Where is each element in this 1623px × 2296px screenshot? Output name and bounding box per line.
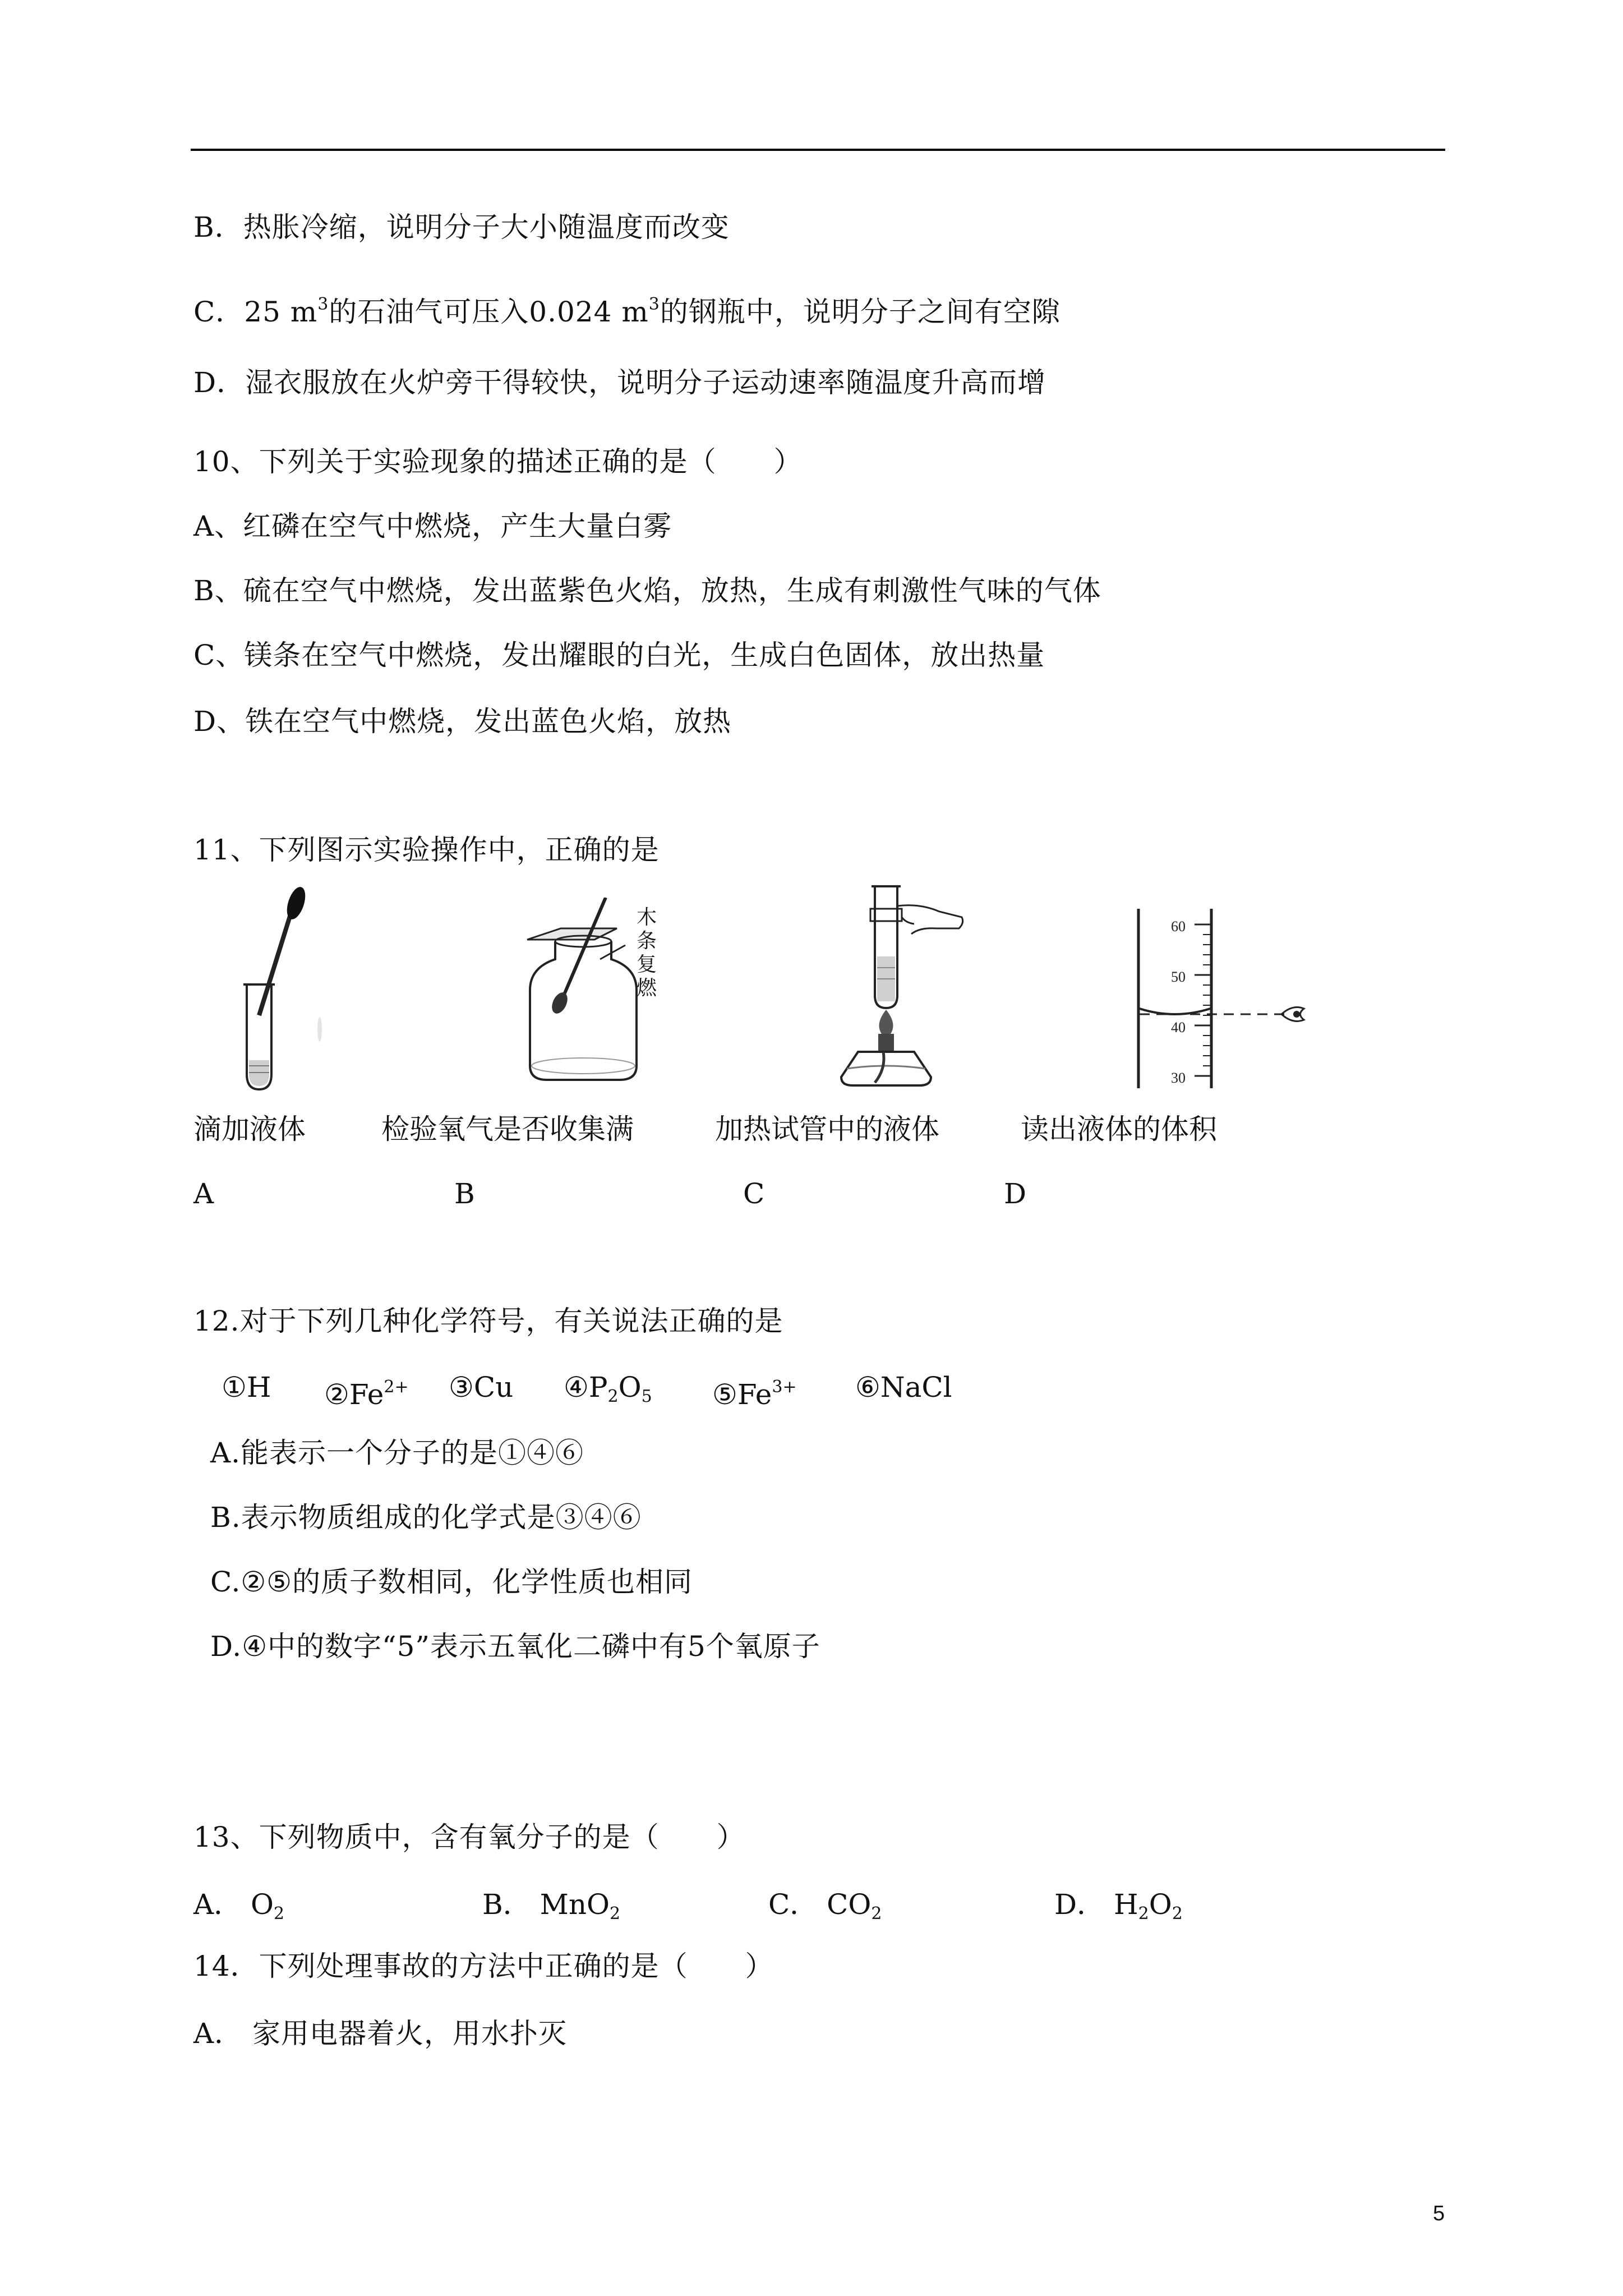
q12-symbol-4: $④P_2O_5$	[564, 1371, 652, 1406]
q12-option-b: B.表示物质组成的化学式是③④⑥	[210, 1501, 642, 1534]
q12-stem: 12.对于下列几种化学符号，有关说法正确的是	[193, 1305, 783, 1337]
q12-option-d: D.④中的数字“5”表示五氧化二磷中有5个氧原子	[210, 1630, 820, 1663]
q13-option-b: B． MnO$_2$	[482, 1888, 621, 1924]
figure-d-letter: D	[1004, 1177, 1027, 1210]
q12-symbol-5: $⑤Fe^{3+}$	[712, 1377, 797, 1411]
q13-option-d: D． $H_2O_2$	[1054, 1888, 1183, 1924]
q12-option-a: A.能表示一个分子的是①④⑥	[210, 1437, 584, 1469]
q12-symbol-1: ①H	[222, 1371, 271, 1404]
q12-symbol-3: ③Cu	[449, 1371, 514, 1404]
q14-stem: 14．下列处理事故的方法中正确的是（ ）	[193, 1950, 774, 1982]
figure-c-caption: 加热试管中的液体	[715, 1113, 939, 1145]
q14-option-a: A． 家用电器着火，用水扑灭	[193, 2017, 568, 2050]
figure-d-reading-volume	[1133, 909, 1318, 1094]
figure-c-heating-liquid	[836, 884, 976, 1094]
cylinder-tick-30: 30	[1171, 1070, 1186, 1086]
figure-a-dropping-liquid	[213, 881, 348, 1094]
q10-option-c: C、镁条在空气中燃烧，发出耀眼的白光，生成白色固体，放出热量	[193, 639, 1045, 671]
q9-option-d: D．湿衣服放在火炉旁干得较快，说明分子运动速率随温度升高而增	[193, 366, 1046, 399]
cylinder-tick-50: 50	[1171, 969, 1186, 985]
figure-a-caption: 滴加液体	[193, 1113, 306, 1145]
q13-option-c: C． $CO_2$	[768, 1888, 882, 1924]
header-rule	[191, 149, 1445, 151]
figure-b-caption: 检验氧气是否收集满	[381, 1113, 634, 1145]
q11-stem: 11、下列图示实验操作中，正确的是	[193, 834, 660, 866]
q9-option-c: C．25 $m^3$的石油气可压入0.024 $m^3$的钢瓶中，说明分子之间有空隙	[193, 295, 1061, 328]
cylinder-tick-60: 60	[1171, 918, 1186, 935]
q12-symbol-2: $②Fe^{2+}$	[324, 1377, 409, 1411]
figure-a-letter: A	[193, 1177, 214, 1210]
q10-stem: 10、下列关于实验现象的描述正确的是（ ）	[193, 445, 803, 478]
q12-option-c: C.②⑤的质子数相同，化学性质也相同	[210, 1566, 693, 1598]
cylinder-tick-40: 40	[1171, 1019, 1186, 1036]
figure-d-caption: 读出液体的体积	[1021, 1113, 1217, 1145]
q10-option-d: D、铁在空气中燃烧，发出蓝色火焰，放热	[193, 705, 732, 738]
q13-option-a: A． $O_2$	[193, 1888, 285, 1924]
figure-b-label: 木 条 复 燃	[637, 906, 657, 1000]
figure-c-letter: C	[743, 1177, 765, 1210]
q9-option-b: B．热胀冷缩，说明分子大小随温度而改变	[193, 211, 730, 243]
page-number: 5	[1433, 2202, 1445, 2225]
q10-option-a: A、红磷在空气中燃烧，产生大量白雾	[193, 510, 672, 542]
q12-symbol-6: ⑥NaCl	[855, 1371, 952, 1404]
figure-b-letter: B	[454, 1177, 475, 1210]
q10-option-b: B、硫在空气中燃烧，发出蓝紫色火焰，放热，生成有刺激性气味的气体	[193, 574, 1101, 607]
q13-stem: 13、下列物质中，含有氧分子的是（ ）	[193, 1821, 745, 1853]
